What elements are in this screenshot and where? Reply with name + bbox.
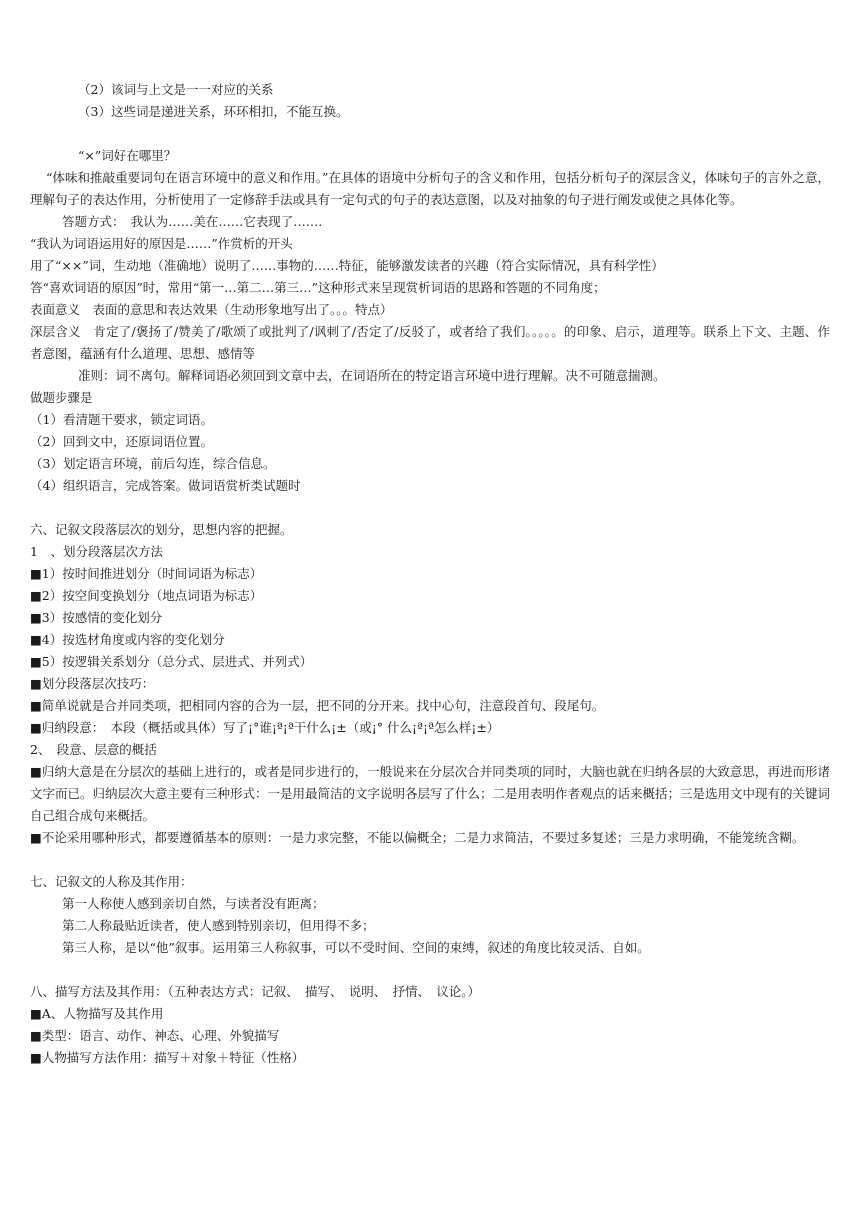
text-line: 2、 段意、层意的概括: [30, 742, 157, 757]
paragraph: ■归纳大意是在分层次的基础上进行的，或者是同步进行的，一般说来在分层次合并同类项的同时，大脑也就在归纳各层的大致意思，再进而形诸文字而已。归纳层次大意主要有三种形式：一是用最简洁的文字说明各层写了什么；二是用表明作者观点的话来概括；三是选用文中现有的关键词自己组合成句来概括。: [30, 764, 831, 823]
paragraph: 深层含义 肯定了/褒扬了/赞美了/歌颂了或批判了/讽刺了/否定了/反驳了，或者给了我们。。。。。的印象、启示，道理等。联系上下文、主题、作者意图，蕴涵有什么道理、思想、感情等: [30, 324, 830, 361]
blank-line: [30, 959, 830, 981]
text-line: （3）这些词是递进关系，环环相扣，不能互换。: [78, 104, 349, 119]
text-line: 表面意义 表面的意思和表达效果（生动形象地写出了。。。特点）: [30, 302, 393, 317]
section-heading: 七、记叙文的人称及其作用：: [30, 874, 193, 889]
document-body: [30, 79, 830, 1069]
section-heading: 六、记叙文段落层次的划分，思想内容的把握。: [30, 522, 293, 537]
list-item: ■1）按时间推进划分（时间词语为标志）: [30, 566, 263, 581]
text-line: 答题方式： 我认为……美在……它表现了…….: [62, 214, 323, 229]
text-line: （2）该词与上文是一一对应的关系: [78, 82, 274, 97]
list-item: ■3）按感情的变化划分: [30, 610, 163, 625]
text-line: 1 、划分段落层次方法: [30, 544, 163, 559]
text-line: 第二人称最贴近读者，使人感到特别亲切，但用得不多；: [62, 918, 375, 933]
list-item: ■归纳段意： 本段（概括或具体）写了¡°谁¡ª¡ª干什么¡±（或¡° 什么¡ª¡ª怎么样¡±）: [30, 720, 500, 735]
list-item: （4）组织语言，完成答案。做词语赏析类试题时: [30, 478, 301, 493]
list-item: ■简单说就是合并同类项，把相同内容的合为一层，把不同的分开来。找中心句，注意段首句、段尾句。: [30, 698, 605, 713]
list-item: ■4）按选材角度或内容的变化划分: [30, 632, 225, 647]
text-line: 第一人称使人感到亲切自然，与读者没有距离；: [62, 896, 325, 911]
text-line: 第三人称，是以“他”叙事。运用第三人称叙事，可以不受时间、空间的束缚，叙述的角度比较灵活、自如。: [62, 940, 650, 955]
blank-line: [30, 849, 830, 871]
text-line: 用了“××”词，生动地（准确地）说明了……事物的……特征，能够激发读者的兴趣（符合实际情况，具有科学性）: [30, 258, 664, 273]
list-item: ■类型：语言、动作、神态、心理、外貌描写: [30, 1028, 280, 1043]
list-item: （2）回到文中，还原词语位置。: [30, 434, 213, 449]
text-line: “×”词好在哪里？: [78, 148, 177, 163]
section-heading: 八、描写方法及其作用：（五种表达方式：记叙、 描写、 说明、 抒情、 议论。）: [30, 984, 481, 999]
blank-line: [30, 123, 830, 145]
text-line: 准则：词不离句。解释词语必须回到文章中去，在词语所在的特定语言环境中进行理解。决不可随意揣测。: [78, 368, 666, 383]
list-item: （3）划定语言环境，前后勾连，综合信息。: [30, 456, 276, 471]
list-item: ■5）按逻辑关系划分（总分式、层进式、并列式）: [30, 654, 313, 669]
list-item: ■划分段落层次技巧：: [30, 676, 155, 691]
text-line: 做题步骤是: [30, 390, 93, 405]
list-item: （1）看清题干要求，锁定词语。: [30, 412, 213, 427]
list-item: ■A、人物描写及其作用: [30, 1006, 164, 1021]
text-line: “我认为词语运用好的原因是……”作赏析的开头: [30, 236, 293, 251]
paragraph: “体味和推敲重要词句在语言环境中的意义和作用。”在具体的语境中分析句子的含义和作用，包括分析句子的深层含义，体味句子的言外之意，理解句子的表达作用，分析使用了一定修辞手法或具有一定句式的句子的表达意图，以及对抽象的句子进行阐发或使之具体化等。: [30, 170, 830, 207]
paragraph: ■不论采用哪种形式，都要遵循基本的原则：一是力求完整，不能以偏概全；二是力求简洁，不要过多复述；三是力求明确，不能笼统含糊。: [30, 830, 805, 845]
list-item: ■人物描写方法作用：描写＋对象＋特征（性格）: [30, 1050, 305, 1065]
list-item: ■2）按空间变换划分（地点词语为标志）: [30, 588, 263, 603]
text-line: 答“喜欢词语的原因”时，常用“第一…第二…第三…”这种形式来呈现赏析词语的思路和答题的不同角度；: [30, 280, 606, 295]
blank-line: [30, 497, 830, 519]
